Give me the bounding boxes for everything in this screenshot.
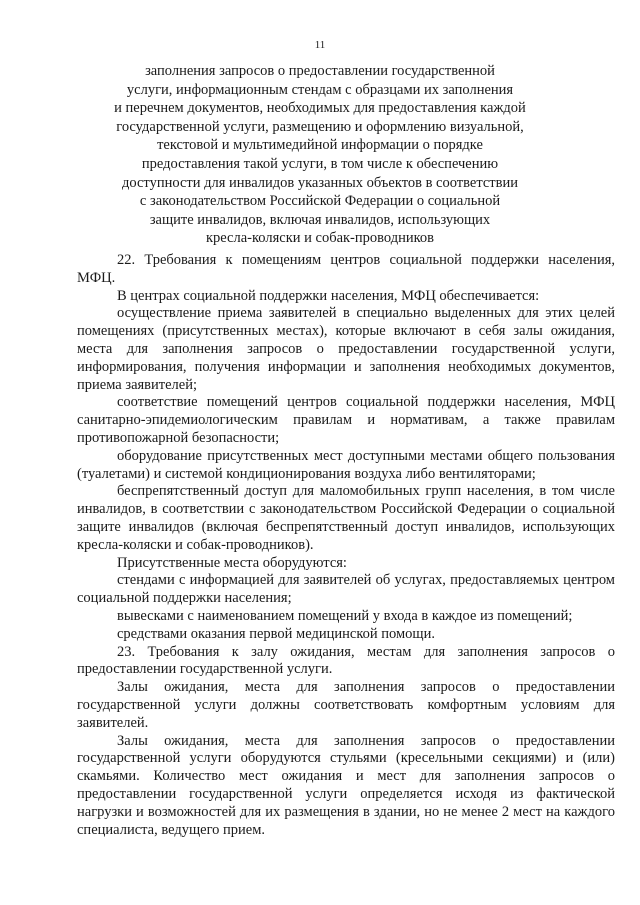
paragraph: соответствие помещений центров социальной поддержки населения, МФЦ санитарно-эпидемиологическим правилам и нормативам, а также правилам противопожарной безопасности; <box>77 394 615 446</box>
paragraph: Присутственные места оборудуются: <box>117 554 347 571</box>
body-text <box>77 252 615 839</box>
heading-line: и перечнем документов, необходимых для предоставления каждой <box>114 100 526 117</box>
paragraph: стендами с информацией для заявителей об услугах, предоставляемых центром социальной поддержки населения; <box>77 572 615 607</box>
heading-line: доступности для инвалидов указанных объектов в соответствии <box>122 174 518 191</box>
heading-line: услуги, информационным стендам с образцами их заполнения <box>126 81 514 98</box>
paragraph: Залы ожидания, места для заполнения запросов о предоставлении государственной услуги должны соответствовать комфортным условиям для заявителей. <box>77 679 615 731</box>
heading-line: защите инвалидов, включая инвалидов, использующих <box>149 211 491 228</box>
paragraph-item-23-title: 23. Требования к залу ожидания, местам для заполнения запросов о предоставлении государственной услуги. <box>77 643 615 678</box>
heading-line: заполнения запросов о предоставлении государственной <box>145 63 495 79</box>
heading-line: текстовой и мультимедийной информации о порядке <box>157 137 483 154</box>
page-number: 11 <box>314 39 326 51</box>
heading-line: с законодательством Российской Федерации о социальной <box>139 193 501 210</box>
paragraph: вывесками с наименованием помещений у входа в каждое из помещений; <box>117 607 573 624</box>
paragraph: Залы ожидания, места для заполнения запросов о предоставлении государственной услуги оборудуются стульями (кресельными секциями) и (или) скамьями. Количество мест ожидания и мест для заполнения запросов о предоставлении государственной услуги определяется исходя из фактической нагрузки и возможностей для их размещения в здании, но не менее 2 мест на каждого специалиста, ведущего прием. <box>77 732 615 838</box>
paragraph: беспрепятственный доступ для маломобильных групп населения, в том числе инвалидов, в соответствии с законодательством Российской Федерации о социальной защите инвалидов (включая беспрепятственный доступ инвалидов, использующих кресла-коляски и собак-проводников). <box>77 483 615 553</box>
heading-line: государственной услуги, размещению и оформлению визуальной, <box>116 118 524 135</box>
heading-line: кресла-коляски и собак-проводников <box>205 230 435 247</box>
paragraph: В центрах социальной поддержки населения, МФЦ обеспечивается: <box>117 287 540 304</box>
paragraph-item-22-title: 22. Требования к помещениям центров социальной поддержки населения, МФЦ. <box>77 252 615 286</box>
paragraph: осуществление приема заявителей в специально выделенных для этих целей помещениях (присутственных местах), которые включают в себя залы ожидания, места для заполнения запросов о предоставлении государственной услуги, информирования, получения информации и заполнения необходимых документов, приема заявителей; <box>77 305 615 393</box>
heading-line: предоставления такой услуги, в том числе к обеспечению <box>141 155 499 172</box>
paragraph: оборудование присутственных мест доступными местами общего пользования (туалетами) и системой кондиционирования воздуха либо вентиляторами; <box>77 447 615 482</box>
paragraph: средствами оказания первой медицинской помощи. <box>117 625 435 642</box>
section-heading <box>110 62 530 248</box>
